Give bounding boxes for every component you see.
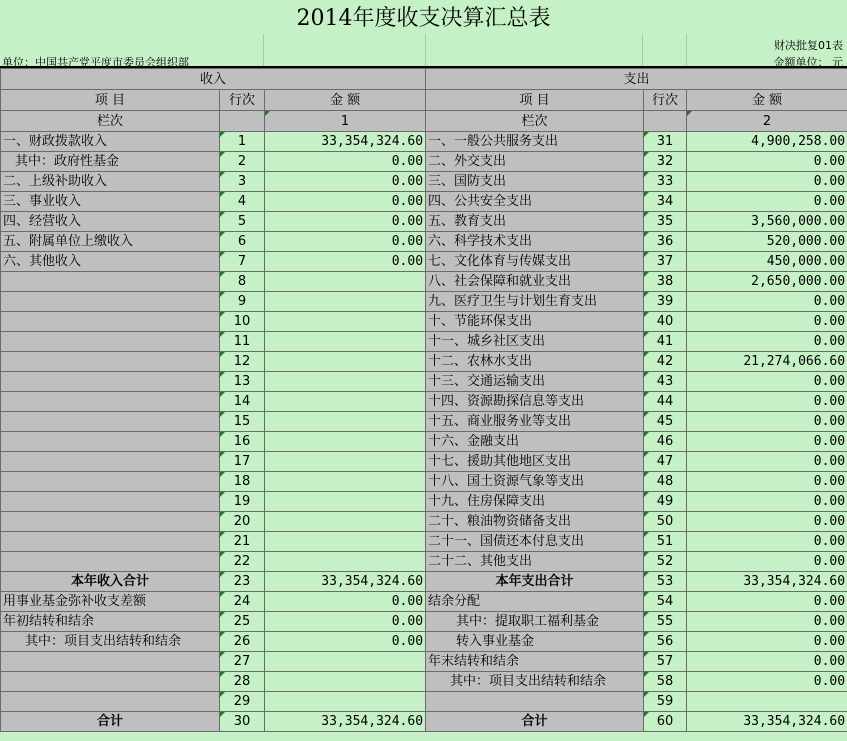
- expense-amount[interactable]: 0.00: [687, 472, 847, 492]
- income-item-label[interactable]: 合计: [1, 712, 220, 732]
- income-row-number[interactable]: 12: [220, 352, 265, 372]
- expense-item-label[interactable]: 三、国防支出: [426, 172, 644, 192]
- table-row: [1, 692, 847, 712]
- table-row: [1, 272, 847, 292]
- income-item-label[interactable]: 二、上级补助收入: [1, 172, 220, 192]
- expense-amount[interactable]: 0.00: [687, 652, 847, 672]
- expense-row-number[interactable]: 56: [644, 632, 687, 652]
- income-amount[interactable]: 33,354,324.60: [265, 572, 426, 592]
- income-item-label[interactable]: [1, 652, 220, 672]
- income-row-number[interactable]: 1: [220, 132, 265, 152]
- expense-amount[interactable]: 450,000.00: [687, 252, 847, 272]
- income-row-number[interactable]: 26: [220, 632, 265, 652]
- table-row: [1, 432, 847, 452]
- income-amount[interactable]: [265, 392, 426, 412]
- expense-item-label[interactable]: 其中：项目支出结转和结余: [426, 672, 644, 692]
- table-row: [1, 332, 847, 352]
- expense-row-number[interactable]: 59: [644, 692, 687, 712]
- income-amount[interactable]: [265, 372, 426, 392]
- expense-amount[interactable]: 0.00: [687, 312, 847, 332]
- income-item-label[interactable]: [1, 452, 220, 472]
- table-row: [1, 292, 847, 312]
- expense-item-label[interactable]: 十五、商业服务业等支出: [426, 412, 644, 432]
- income-row-number[interactable]: 7: [220, 252, 265, 272]
- currency-unit: 金额单位： 元: [773, 56, 843, 69]
- income-row-number[interactable]: 14: [220, 392, 265, 412]
- expense-item-label[interactable]: 六、科学技术支出: [426, 232, 644, 252]
- expense-row-number[interactable]: 58: [644, 672, 687, 692]
- income-amount[interactable]: 0.00: [265, 592, 426, 612]
- table-row: [1, 472, 847, 492]
- income-amount[interactable]: [265, 452, 426, 472]
- section-header-row: [1, 69, 847, 90]
- income-item-label[interactable]: [1, 492, 220, 512]
- income-amount[interactable]: [265, 512, 426, 532]
- expense-amount[interactable]: 0.00: [687, 532, 847, 552]
- expense-item-label[interactable]: 结余分配: [426, 592, 644, 612]
- income-item-label[interactable]: [1, 692, 220, 712]
- expense-row-number[interactable]: 35: [644, 212, 687, 232]
- income-row-number[interactable]: 18: [220, 472, 265, 492]
- report-title: 2014年度收支决算汇总表: [0, 0, 847, 34]
- expense-row-number[interactable]: 38: [644, 272, 687, 292]
- expense-amount[interactable]: 21,274,066.60: [687, 352, 847, 372]
- income-row-number[interactable]: 22: [220, 552, 265, 572]
- income-item-label[interactable]: [1, 532, 220, 552]
- expense-row-no-header: 行次: [644, 90, 687, 111]
- expense-item-header: 项 目: [426, 90, 644, 111]
- income-row-number[interactable]: 17: [220, 452, 265, 472]
- income-item-label[interactable]: [1, 552, 220, 572]
- income-amount[interactable]: [265, 272, 426, 292]
- expense-row-number[interactable]: 43: [644, 372, 687, 392]
- expense-amount[interactable]: 0.00: [687, 432, 847, 452]
- income-amount[interactable]: 33,354,324.60: [265, 132, 426, 152]
- table-row: [1, 352, 847, 372]
- expense-row-number[interactable]: 48: [644, 472, 687, 492]
- income-amount[interactable]: [265, 692, 426, 712]
- expense-item-label[interactable]: 一、一般公共服务支出: [426, 132, 644, 152]
- table-row: [1, 672, 847, 692]
- income-amount[interactable]: 0.00: [265, 152, 426, 172]
- column-number-row: [1, 111, 847, 132]
- income-amount-header: 金 额: [265, 90, 426, 111]
- income-item-label[interactable]: 年初结转和结余: [1, 612, 220, 632]
- income-amount[interactable]: [265, 312, 426, 332]
- expense-row-number[interactable]: 31: [644, 132, 687, 152]
- income-item-label[interactable]: 其中：项目支出结转和结余: [1, 632, 220, 652]
- expense-item-label[interactable]: 其中：提取职工福利基金: [426, 612, 644, 632]
- income-col-number: 1: [265, 111, 426, 132]
- expense-item-label[interactable]: 十二、农林水支出: [426, 352, 644, 372]
- expense-amount[interactable]: 33,354,324.60: [687, 712, 847, 732]
- expense-amount[interactable]: 0.00: [687, 412, 847, 432]
- expense-item-label[interactable]: 二十二、其他支出: [426, 552, 644, 572]
- expense-row-number[interactable]: 42: [644, 352, 687, 372]
- income-amount[interactable]: [265, 472, 426, 492]
- income-row-number[interactable]: 16: [220, 432, 265, 452]
- income-row-number[interactable]: 29: [220, 692, 265, 712]
- income-item-label[interactable]: 一、财政拨款收入: [1, 132, 220, 152]
- expense-amount[interactable]: 0.00: [687, 372, 847, 392]
- expense-row-number[interactable]: 45: [644, 412, 687, 432]
- reporting-unit: 单位：中国共产党平度市委员会组织部: [2, 56, 189, 69]
- table-row: [1, 172, 847, 192]
- income-row-number[interactable]: 3: [220, 172, 265, 192]
- income-item-label[interactable]: 五、附属单位上缴收入: [1, 232, 220, 252]
- table-row: [1, 512, 847, 532]
- income-item-label[interactable]: 三、事业收入: [1, 192, 220, 212]
- income-amount[interactable]: 0.00: [265, 232, 426, 252]
- expense-row-number[interactable]: 41: [644, 332, 687, 352]
- income-row-number[interactable]: 27: [220, 652, 265, 672]
- income-row-number[interactable]: 13: [220, 372, 265, 392]
- expense-item-label[interactable]: 十四、资源勘探信息等支出: [426, 392, 644, 412]
- summary-table: [0, 68, 847, 732]
- expense-item-label[interactable]: 二、外交支出: [426, 152, 644, 172]
- column-header-row: [1, 90, 847, 111]
- income-amount[interactable]: 0.00: [265, 192, 426, 212]
- income-row-number[interactable]: 5: [220, 212, 265, 232]
- table-row: [1, 192, 847, 212]
- income-item-label[interactable]: 四、经营收入: [1, 212, 220, 232]
- expense-row-number[interactable]: 55: [644, 612, 687, 632]
- expense-item-label[interactable]: 九、医疗卫生与计划生育支出: [426, 292, 644, 312]
- expense-row-number[interactable]: 36: [644, 232, 687, 252]
- table-row: [1, 492, 847, 512]
- expense-amount[interactable]: 0.00: [687, 672, 847, 692]
- income-row-number[interactable]: 20: [220, 512, 265, 532]
- table-row: [1, 592, 847, 612]
- income-item-label[interactable]: [1, 312, 220, 332]
- income-row-number[interactable]: 8: [220, 272, 265, 292]
- expense-item-label[interactable]: 八、社会保障和就业支出: [426, 272, 644, 292]
- form-id-row: [0, 34, 847, 51]
- expense-row-number[interactable]: 33: [644, 172, 687, 192]
- expense-row-number[interactable]: 37: [644, 252, 687, 272]
- income-row-no-header: 行次: [220, 90, 265, 111]
- income-row-number[interactable]: 25: [220, 612, 265, 632]
- income-row-number[interactable]: 19: [220, 492, 265, 512]
- table-row: [1, 452, 847, 472]
- income-amount[interactable]: [265, 672, 426, 692]
- expense-amount[interactable]: 0.00: [687, 592, 847, 612]
- income-amount[interactable]: [265, 652, 426, 672]
- income-item-label[interactable]: 本年收入合计: [1, 572, 220, 592]
- expense-item-label[interactable]: 七、文化体育与传媒支出: [426, 252, 644, 272]
- income-item-label[interactable]: [1, 292, 220, 312]
- income-amount[interactable]: [265, 432, 426, 452]
- expense-item-label[interactable]: 十七、援助其他地区支出: [426, 452, 644, 472]
- income-row-number[interactable]: 23: [220, 572, 265, 592]
- income-amount[interactable]: [265, 292, 426, 312]
- income-row-number[interactable]: 28: [220, 672, 265, 692]
- table-row: [1, 612, 847, 632]
- expense-amount[interactable]: 0.00: [687, 512, 847, 532]
- expense-item-label[interactable]: 转入事业基金: [426, 632, 644, 652]
- income-item-label[interactable]: [1, 512, 220, 532]
- expense-amount[interactable]: 3,560,000.00: [687, 212, 847, 232]
- income-col-blank: [220, 111, 265, 132]
- expense-col-label: 栏次: [426, 111, 644, 132]
- form-id: 财决批复01表: [774, 39, 843, 52]
- expense-item-label[interactable]: 二十一、国债还本付息支出: [426, 532, 644, 552]
- expense-row-number[interactable]: 32: [644, 152, 687, 172]
- income-item-label[interactable]: [1, 332, 220, 352]
- income-amount[interactable]: 0.00: [265, 172, 426, 192]
- expense-row-number[interactable]: 53: [644, 572, 687, 592]
- income-amount[interactable]: 0.00: [265, 612, 426, 632]
- table-row: [1, 372, 847, 392]
- expense-row-number[interactable]: 57: [644, 652, 687, 672]
- table-row: [1, 392, 847, 412]
- table-row: [1, 232, 847, 252]
- expense-amount[interactable]: 0.00: [687, 152, 847, 172]
- expense-amount[interactable]: 0.00: [687, 552, 847, 572]
- income-row-number[interactable]: 2: [220, 152, 265, 172]
- expense-row-number[interactable]: 39: [644, 292, 687, 312]
- expense-amount[interactable]: 0.00: [687, 172, 847, 192]
- income-row-number[interactable]: 30: [220, 712, 265, 732]
- expense-row-number[interactable]: 60: [644, 712, 687, 732]
- expense-amount-header: 金 额: [687, 90, 847, 111]
- expense-row-number[interactable]: 49: [644, 492, 687, 512]
- income-item-label[interactable]: [1, 432, 220, 452]
- table-row: [1, 572, 847, 592]
- table-row: [1, 532, 847, 552]
- expense-item-label[interactable]: 十、节能环保支出: [426, 312, 644, 332]
- expense-item-label[interactable]: 十九、住房保障支出: [426, 492, 644, 512]
- expense-row-number[interactable]: 54: [644, 592, 687, 612]
- expense-item-label[interactable]: 十一、城乡社区支出: [426, 332, 644, 352]
- expense-row-number[interactable]: 40: [644, 312, 687, 332]
- table-row: [1, 252, 847, 272]
- income-row-number[interactable]: 15: [220, 412, 265, 432]
- expense-amount[interactable]: 520,000.00: [687, 232, 847, 252]
- income-item-label[interactable]: [1, 372, 220, 392]
- expense-amount[interactable]: 0.00: [687, 452, 847, 472]
- expense-row-number[interactable]: 44: [644, 392, 687, 412]
- expense-amount[interactable]: 0.00: [687, 392, 847, 412]
- expense-amount[interactable]: 2,650,000.00: [687, 272, 847, 292]
- expense-item-label[interactable]: 年末结转和结余: [426, 652, 644, 672]
- income-amount[interactable]: [265, 532, 426, 552]
- table-row: [1, 132, 847, 152]
- expense-item-label[interactable]: 五、教育支出: [426, 212, 644, 232]
- expense-item-label[interactable]: 本年支出合计: [426, 572, 644, 592]
- table-row: [1, 552, 847, 572]
- table-row: [1, 652, 847, 672]
- income-item-label[interactable]: [1, 472, 220, 492]
- expense-item-label[interactable]: 二十、粮油物资储备支出: [426, 512, 644, 532]
- income-amount[interactable]: [265, 412, 426, 432]
- expense-amount[interactable]: [687, 692, 847, 712]
- income-row-number[interactable]: 9: [220, 292, 265, 312]
- income-item-label[interactable]: 六、其他收入: [1, 252, 220, 272]
- income-item-label[interactable]: [1, 352, 220, 372]
- table-row: [1, 152, 847, 172]
- expense-amount[interactable]: 0.00: [687, 492, 847, 512]
- expense-col-number: 2: [687, 111, 847, 132]
- income-row-number[interactable]: 6: [220, 232, 265, 252]
- expense-amount[interactable]: 4,900,258.00: [687, 132, 847, 152]
- expense-row-number[interactable]: 51: [644, 532, 687, 552]
- income-header: 收入: [1, 69, 426, 90]
- income-item-label[interactable]: [1, 672, 220, 692]
- income-item-label[interactable]: 其中：政府性基金: [1, 152, 220, 172]
- expense-item-label[interactable]: 四、公共安全支出: [426, 192, 644, 212]
- income-row-number[interactable]: 24: [220, 592, 265, 612]
- expense-row-number[interactable]: 34: [644, 192, 687, 212]
- table-row: [1, 212, 847, 232]
- income-amount[interactable]: 33,354,324.60: [265, 712, 426, 732]
- expense-amount[interactable]: 0.00: [687, 632, 847, 652]
- unit-row: [0, 51, 847, 68]
- income-amount[interactable]: 0.00: [265, 632, 426, 652]
- income-amount[interactable]: 0.00: [265, 252, 426, 272]
- expense-amount[interactable]: 0.00: [687, 292, 847, 312]
- income-row-number[interactable]: 21: [220, 532, 265, 552]
- income-item-label[interactable]: [1, 272, 220, 292]
- expense-item-label[interactable]: [426, 692, 644, 712]
- expense-row-number[interactable]: 52: [644, 552, 687, 572]
- table-row: [1, 412, 847, 432]
- income-item-header: 项 目: [1, 90, 220, 111]
- expense-amount[interactable]: 0.00: [687, 192, 847, 212]
- expense-item-label[interactable]: 合计: [426, 712, 644, 732]
- expense-amount[interactable]: 33,354,324.60: [687, 572, 847, 592]
- income-item-label[interactable]: 用事业基金弥补收支差额: [1, 592, 220, 612]
- income-row-number[interactable]: 10: [220, 312, 265, 332]
- income-col-label: 栏次: [1, 111, 220, 132]
- income-amount[interactable]: [265, 492, 426, 512]
- table-row: [1, 712, 847, 732]
- expense-row-number[interactable]: 50: [644, 512, 687, 532]
- income-amount[interactable]: [265, 332, 426, 352]
- expense-item-label[interactable]: 十三、交通运输支出: [426, 372, 644, 392]
- expense-item-label[interactable]: 十六、金融支出: [426, 432, 644, 452]
- income-amount[interactable]: 0.00: [265, 212, 426, 232]
- income-item-label[interactable]: [1, 412, 220, 432]
- table-row: [1, 312, 847, 332]
- income-row-number[interactable]: 4: [220, 192, 265, 212]
- income-amount[interactable]: [265, 352, 426, 372]
- table-row: [1, 632, 847, 652]
- expense-row-number[interactable]: 47: [644, 452, 687, 472]
- expense-col-blank: [644, 111, 687, 132]
- expense-row-number[interactable]: 46: [644, 432, 687, 452]
- expense-amount[interactable]: 0.00: [687, 612, 847, 632]
- expense-item-label[interactable]: 十八、国土资源气象等支出: [426, 472, 644, 492]
- income-amount[interactable]: [265, 552, 426, 572]
- income-row-number[interactable]: 11: [220, 332, 265, 352]
- expense-header: 支出: [426, 69, 847, 90]
- expense-amount[interactable]: 0.00: [687, 332, 847, 352]
- income-item-label[interactable]: [1, 392, 220, 412]
